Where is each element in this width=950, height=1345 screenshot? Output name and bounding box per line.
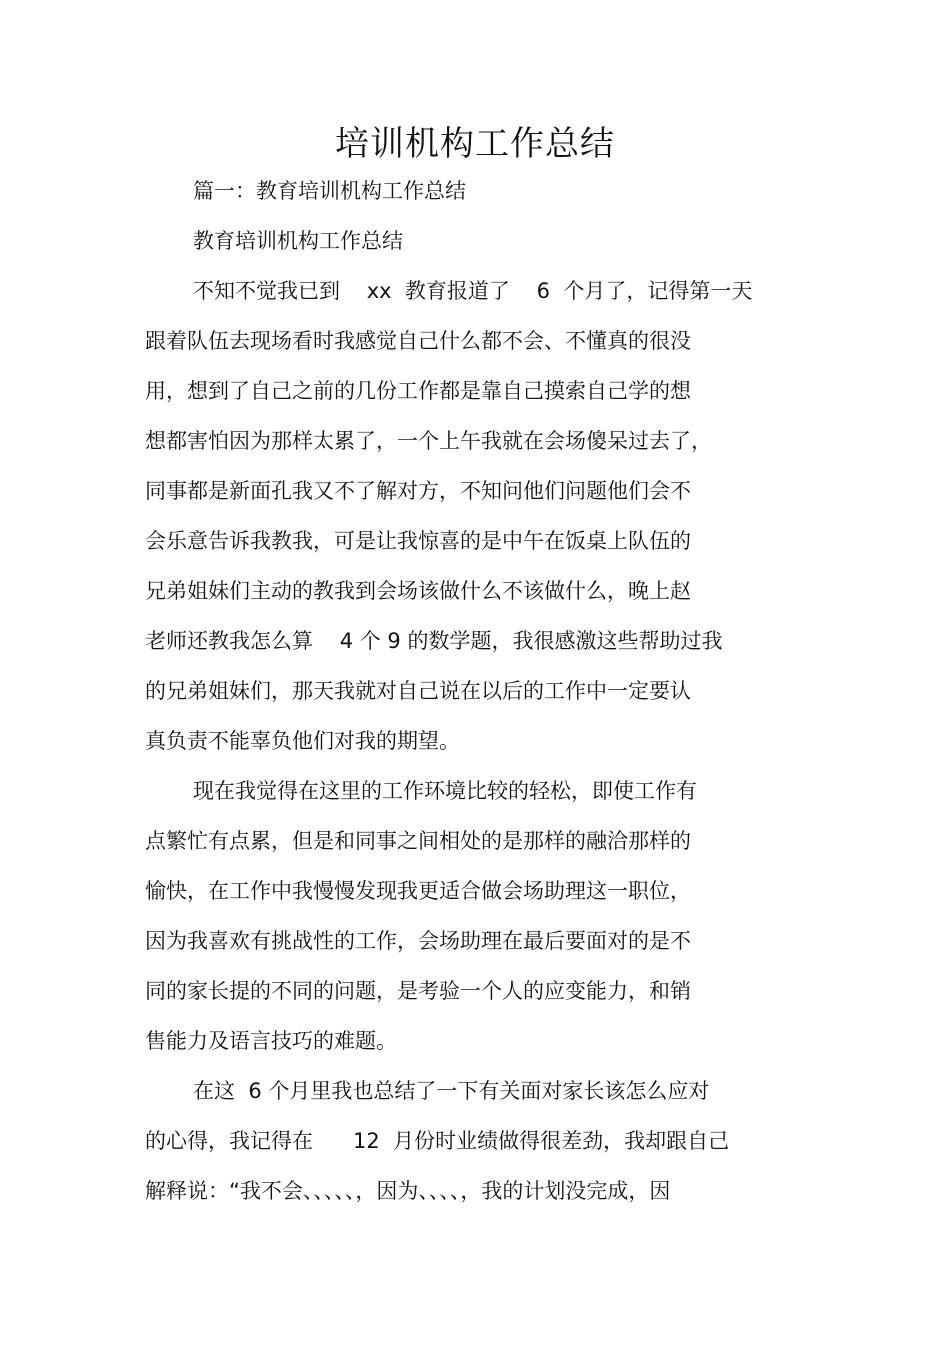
paragraph-line: 的心得，我记得在 12 月份时业绩做得很差劲，我却跟自己 xyxy=(145,1129,730,1153)
paragraph-line: 同事都是新面孔我又不了解对方，不知问他们问题他们会不 xyxy=(145,479,691,503)
paragraph-line: 用，想到了自己之前的几份工作都是靠自己摸索自己学的想 xyxy=(145,379,691,403)
document-title: 培训机构工作总结 xyxy=(335,124,615,164)
paragraph-line: 同的家长提的不同的问题，是考验一个人的应变能力，和销 xyxy=(145,979,691,1003)
paragraph-line: 想都害怕因为那样太累了，一个上午我就在会场傻呆过去了， xyxy=(145,429,712,453)
paragraph-line: 点繁忙有点累，但是和同事之间相处的是那样的融洽那样的 xyxy=(145,829,691,853)
paragraph-line: 愉快，在工作中我慢慢发现我更适合做会场助理这一职位， xyxy=(145,879,691,903)
paragraph-line: 不知不觉我已到 xx 教育报道了 6 个月了，记得第一天 xyxy=(193,279,753,303)
paragraph-line: 跟着队伍去现场看时我感觉自己什么都不会、不懂真的很没 xyxy=(145,329,691,353)
paragraph-line: 因为我喜欢有挑战性的工作，会场助理在最后要面对的是不 xyxy=(145,929,691,953)
subheading: 教育培训机构工作总结 xyxy=(193,229,403,253)
paragraph-line: 老师还教我怎么算 4 个 9 的数学题，我很感激这些帮助过我 xyxy=(145,629,723,653)
paragraph-line: 现在我觉得在这里的工作环境比较的轻松，即使工作有 xyxy=(193,779,697,803)
paragraph-line: 在这 6 个月里我也总结了一下有关面对家长该怎么应对 xyxy=(193,1079,710,1103)
section-heading: 篇一：教育培训机构工作总结 xyxy=(193,179,466,203)
paragraph-line: 会乐意告诉我教我，可是让我惊喜的是中午在饭桌上队伍的 xyxy=(145,529,691,553)
paragraph-line: 真负责不能辜负他们对我的期望。 xyxy=(145,729,460,753)
paragraph-line: 的兄弟姐妹们，那天我就对自己说在以后的工作中一定要认 xyxy=(145,679,691,703)
paragraph-line: 兄弟姐妹们主动的教我到会场该做什么不该做什么，晚上赵 xyxy=(145,579,691,603)
paragraph-line: 售能力及语言技巧的难题。 xyxy=(145,1029,397,1053)
paragraph-line: 解释说：“我不会、、、、、，因为、、、、，我的计划没完成，因 xyxy=(145,1179,671,1203)
